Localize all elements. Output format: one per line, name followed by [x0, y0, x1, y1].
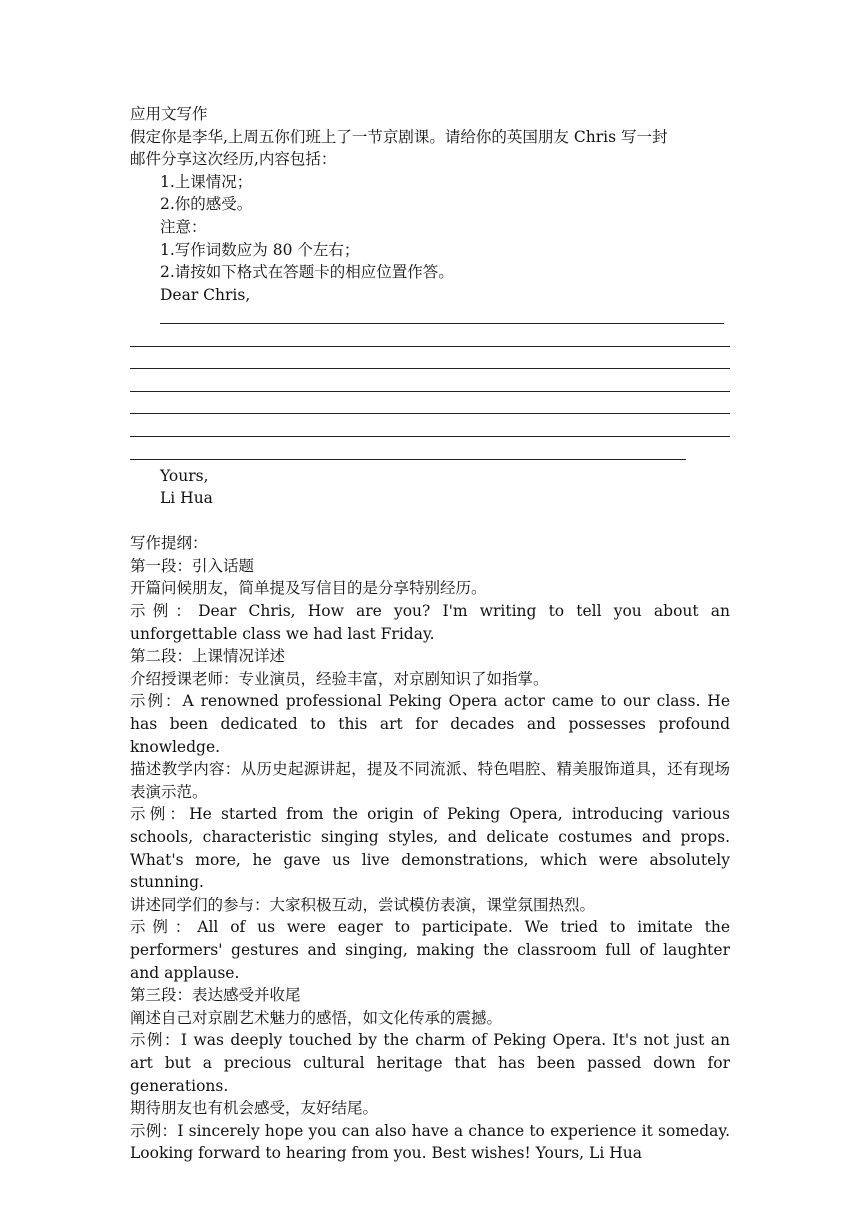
letter-signature: Li Hua [160, 489, 213, 508]
spacer [130, 510, 730, 533]
document-title: 应用文写作 [130, 105, 208, 123]
answer-line [130, 352, 730, 375]
content-item-1: 1.上课情况； [160, 172, 253, 191]
paragraph-1-heading: 第一段：引入话题 [130, 556, 255, 575]
letter-salutation: Dear Chris, [160, 285, 251, 304]
teacher-description: 介绍授课老师：专业演员，经验丰富，对京剧知识了如指掌。 [130, 669, 549, 688]
prompt-line-2: 邮件分享这次经历,内容包括： [130, 150, 337, 169]
teacher-example: 示例：A renowned professional Peking Opera actor came to our class. He has been dedicated to this art for decades and possesses profound knowledge. [130, 692, 730, 756]
content-example: 示例：He started from the origin of Peking Opera, introducing various schools, characteristic singing styles, and delicate costumes and props. What's more, he gave us live demonstrations, which were absolutely stunning. [130, 805, 730, 892]
content-description: 描述教学内容：从历史起源讲起，提及不同流派、特色唱腔、精美服饰道具，还有现场表演示范。 [130, 760, 730, 801]
note-label: 注意： [160, 217, 207, 236]
answer-line [130, 329, 730, 352]
students-example: 示例：All of us were eager to participate. We tried to imitate the performers' gestures and singing, making the classroom full of laughter and applause. [130, 918, 730, 982]
answer-line [160, 306, 724, 329]
answer-line [130, 397, 730, 420]
content-item-2: 2.你的感受。 [160, 195, 253, 214]
note-item-1: 1.写作词数应为 80 个左右； [160, 240, 360, 259]
paragraph-1-description: 开篇问候朋友，简单提及写信目的是分享特别经历。 [130, 579, 487, 598]
document-page [130, 103, 730, 1165]
feeling-description: 阐述自己对京剧艺术魅力的感悟，如文化传承的震撼。 [130, 1008, 503, 1027]
ending-example: 示例：I sincerely hope you can also have a chance to experience it someday. Looking forward to hearing from you. Best wishes! Yours, Li Hua [130, 1121, 730, 1163]
students-description: 讲述同学们的参与：大家积极互动，尝试模仿表演，课堂氛围热烈。 [130, 895, 596, 914]
prompt-line-1: 假定你是李华,上周五你们班上了一节京剧课。请给你的英国朋友 Chris 写一封 [130, 127, 668, 146]
paragraph-1-example: 示例：Dear Chris, How are you? I'm writing to tell you about an unforgettable class we had last Friday. [130, 602, 730, 643]
feeling-example: 示例：I was deeply touched by the charm of Peking Opera. It's not just an art but a precious cultural heritage that has been passed down for generations. [130, 1031, 730, 1095]
letter-closing: Yours, [160, 466, 209, 485]
outline-heading: 写作提纲： [130, 534, 208, 553]
paragraph-2-heading: 第二段：上课情况详述 [130, 647, 286, 666]
answer-line [130, 442, 686, 465]
note-item-2: 2.请按如下格式在答题卡的相应位置作答。 [160, 263, 454, 282]
paragraph-3-heading: 第三段：表达感受并收尾 [130, 986, 301, 1005]
answer-line [130, 419, 730, 442]
answer-line [130, 374, 730, 397]
ending-description: 期待朋友也有机会感受，友好结尾。 [130, 1099, 379, 1118]
